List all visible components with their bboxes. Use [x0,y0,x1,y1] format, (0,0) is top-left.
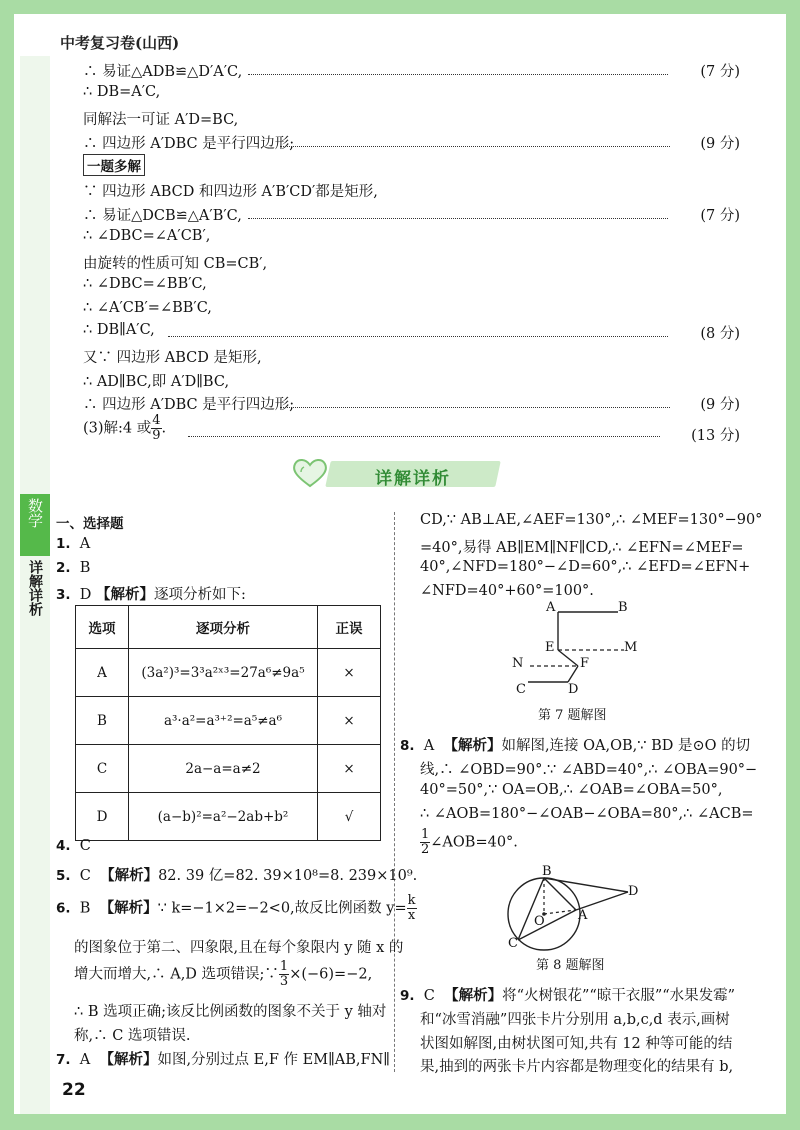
answer-9-line: 果,抽到的两张卡片内容都是物理变化的结果有 b, [420,1059,734,1075]
score: (9 分) [700,136,740,152]
answer-5: 5. C 【解析】82. 39 亿=82. 39×10⁸=8. 239×10⁹. [56,867,418,884]
table-row [76,649,381,697]
proof-line: ∴ 易证△ADB≌△D′A′C, [83,64,243,80]
figure-caption: 第 8 题解图 [536,958,605,973]
table-cell: √ [318,793,381,841]
answer-7-line: CD,∵ AB⊥AE,∠AEF=130°,∴ ∠MEF=130°−90° [420,512,763,528]
fraction: $\frac{4}{9}$ [152,413,161,443]
table-cell: (3a²)³=3³a²ˣ³=27a⁶≠9a⁵ [129,649,318,697]
point-label: B [618,600,628,615]
proof-line: 由旋转的性质可知 CB=CB′, [83,256,268,272]
section-banner [292,456,498,490]
table-cell: 2a−a=a≠2 [129,745,318,793]
point-label: N [512,656,524,671]
answer-6-line: 的图象位于第二、四象限,且在每个象限内 y 随 x 的 [74,940,404,956]
table-cell: A [76,649,129,697]
point-label: A [578,908,588,923]
proof-line: 又∵ 四边形 ABCD 是矩形, [83,350,262,366]
leader-dots [280,146,670,147]
table-row [76,793,381,841]
proof-line: ∴ ∠DBC=∠BB′C, [83,276,207,292]
leader-dots [168,336,668,337]
answer-6-line: ∴ B 选项正确;该反比例函数的图象不关于 y 轴对 [74,1004,387,1020]
score: (13 分) [691,428,740,444]
answer-8-line: $\frac{1}{2}$ ∠AOB=40°. [421,827,518,857]
figure-8-diagram [500,864,650,954]
table-cell: C [76,745,129,793]
proof-line: ∴ 四边形 A′DBC 是平行四边形; [83,397,295,413]
proof-line: ∴ ∠DBC=∠A′CB′, [83,228,211,244]
point-label: B [542,864,552,879]
banner-title: 详解详析 [375,469,451,489]
answer-6-line: 称,∴ C 选项错误. [74,1028,191,1044]
score: (9 分) [700,397,740,413]
answer-7-line: =40°,易得 AB∥EM∥NF∥CD,∴ ∠EFN=∠MEF= [420,540,744,556]
fraction: $\frac{1}{2}$ [421,827,430,857]
heart-icon [292,458,328,488]
point-label: F [580,656,590,671]
point-label: D [568,682,579,697]
right-border [786,0,800,1130]
point-label: O [534,914,545,929]
table-cell: × [318,697,381,745]
answer-7-line: 40°,∠NFD=180°−∠D=60°,∴ ∠EFD=∠EFN+ [420,559,751,575]
table-cell: × [318,745,381,793]
table-cell: × [318,649,381,697]
point-label: M [624,640,638,655]
answer-8: 8. A 【解析】如解图,连接 OA,OB,∵ BD 是⊙O 的切 [400,737,751,754]
point-label: C [508,936,518,951]
table-cell: D [76,793,129,841]
table-row [76,697,381,745]
answer-7: 7. A 【解析】如图,分别过点 E,F 作 EM∥AB,FN∥ [56,1051,390,1068]
leader-dots [188,436,660,437]
left-border [0,0,14,1130]
point-label: D [628,884,639,899]
column-divider [394,512,395,1072]
proof-line: ∴ DB∥A′C, [83,322,155,338]
answer-1: 1. A [56,536,91,552]
point-label: E [545,640,555,655]
score: (7 分) [700,64,740,80]
answer-4: 4. C [56,838,91,854]
answer-9-line: 状图如解图,由树状图可知,共有 12 种等可能的结 [420,1036,733,1052]
proof-line: ∴ DB=A′C, [83,84,161,100]
answer-6-line: 增大而增大,∴ A,D 选项错误;∵ $\frac{1}{3}$ ×(−6)=−2, [74,959,373,989]
table-header-row [76,606,381,649]
answer-2: 2. B [56,560,91,576]
analysis-table [75,605,381,841]
table-header: 正误 [318,606,381,649]
leader-dots [248,74,668,75]
leader-dots [280,407,670,408]
point-label: C [516,682,526,697]
subject-label: 数学 [26,498,44,528]
answer-6: 6. B 【解析】∵ k=−1×2=−2<0,故反比例函数 y= $\frac{k}{x}$ [56,893,416,923]
part3-answer: (3)解:4 或 $\frac{4}{9}$ . [83,413,167,443]
answer-7-line: ∠NFD=40°+60°=100°. [420,583,594,599]
bottom-border [0,1114,800,1130]
section-heading: 一、选择题 [56,516,124,532]
side-section-label: 详解详析 [27,560,43,616]
table-row [76,745,381,793]
fraction: $\frac{1}{3}$ [279,959,289,989]
top-border [0,0,800,14]
table-cell: a³·a²=a³⁺²=a⁵≠a⁶ [129,697,318,745]
page-number: 22 [62,1080,86,1100]
fraction: $\frac{k}{x}$ [407,893,416,923]
point-label: A [546,600,556,615]
table-header: 逐项分析 [129,606,318,649]
proof-line: ∴ 四边形 A′DBC 是平行四边形; [83,136,295,152]
leader-dots [248,218,668,219]
proof-line: 同解法一可证 A′D=BC, [83,112,239,128]
answer-3: 3. D 【解析】逐项分析如下: [56,586,246,603]
running-header: 中考复习卷(山西) [60,34,180,52]
answer-8-line: 线,∴ ∠OBD=90°.∵ ∠ABD=40°,∴ ∠OBA=90°− [420,762,758,778]
alt-solution-tag: 一题多解 [83,154,145,176]
answer-8-line: ∴ ∠AOB=180°−∠OAB−∠OBA=80°,∴ ∠ACB= [420,806,754,822]
score: (7 分) [700,208,740,224]
figure-7 [500,598,660,723]
figure-8 [500,864,650,974]
table-cell: B [76,697,129,745]
proof-line: ∴ ∠A′CB′=∠BB′C, [83,300,212,316]
score: (8 分) [700,326,740,342]
figure-caption: 第 7 题解图 [538,708,607,723]
table-header: 选项 [76,606,129,649]
answer-9: 9. C 【解析】将“火树银花”“晾干衣服”“水果发霉” [400,987,736,1004]
proof-line: ∵ 四边形 ABCD 和四边形 A′B′CD′都是矩形, [83,184,378,200]
answer-9-line: 和“冰雪消融”四张卡片分别用 a,b,c,d 表示,画树 [420,1012,730,1028]
table-cell: (a−b)²=a²−2ab+b² [129,793,318,841]
proof-line: ∴ 易证△DCB≌△A′B′C, [83,208,242,224]
answer-8-line: 40°=50°,∵ OA=OB,∴ ∠OAB=∠OBA=50°, [420,782,723,798]
subject-tab [20,494,50,556]
proof-line: ∴ AD∥BC,即 A′D∥BC, [83,374,230,390]
